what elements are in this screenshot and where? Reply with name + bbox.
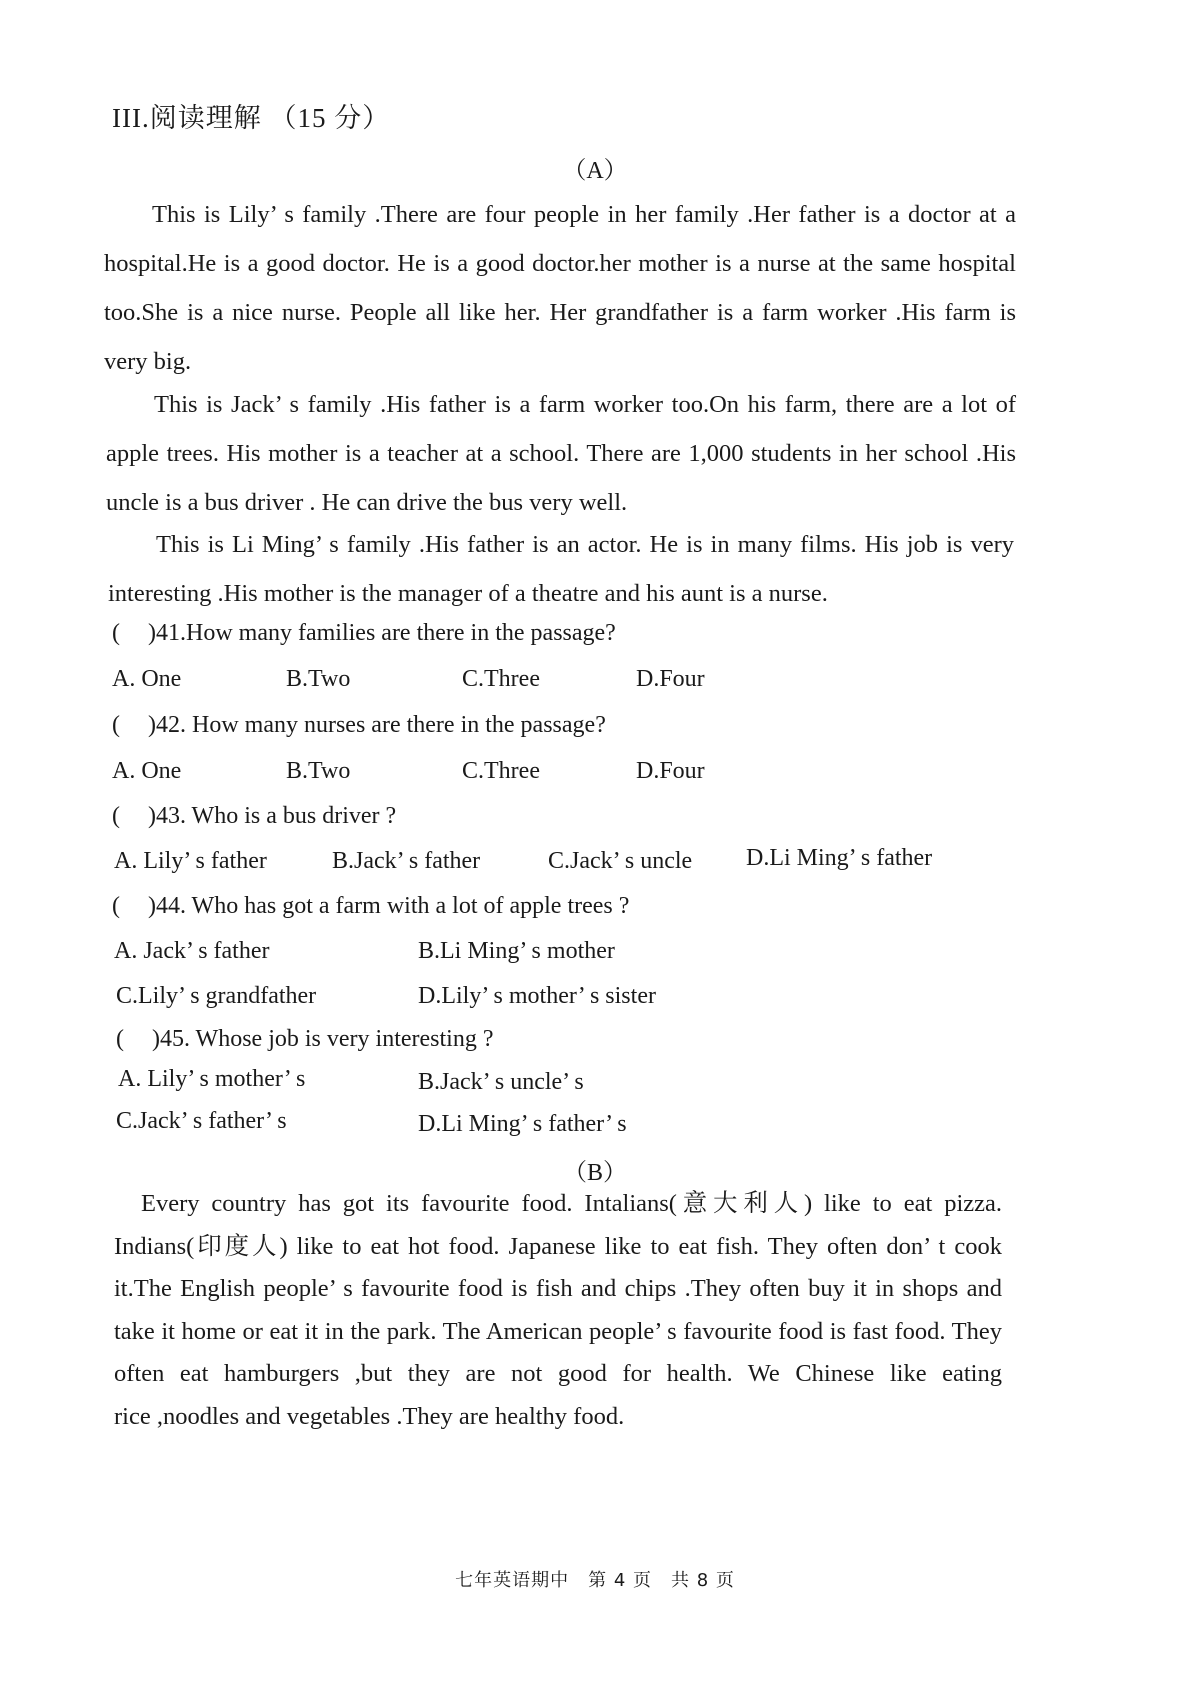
passage-a-paragraph-2 [106,380,1016,527]
passage-a-paragraph-1 [104,190,1016,386]
option-43-b: B.Jack’ s father [332,848,481,874]
section-heading: III.阅读理解 （15 分） [112,103,391,133]
option-44-d: D.Lily’ s mother’ s sister [418,983,656,1009]
option-45-b: B.Jack’ s uncle’ s [418,1069,584,1095]
text-line: interesting .His mother is the manager of a theatre and his aunt is a nurse. [108,580,828,607]
option-45-d: D.Li Ming’ s father’ s [418,1111,627,1137]
text-line: Every country has got its favourite food. Intalians(意大利人) like to eat pizza. [141,1190,1002,1217]
option-45-a: A. Lily’ s mother’ s [118,1066,306,1092]
option-44-b: B.Li Ming’ s mother [418,938,615,964]
answer-blank[interactable]: ( [112,712,120,738]
option-42-d: D.Four [636,758,705,784]
page-footer: 七年英语期中 第 4 页 共 8 页 [455,1570,735,1591]
question-stem: )45. Whose job is very interesting ? [152,1026,494,1052]
text-line: it.The English people’ s favourite food is fish and chips .They often buy it in shops and [114,1275,1002,1302]
question-42 [112,712,606,739]
question-41 [112,620,616,647]
text-line: very big. [104,348,192,375]
text-line: uncle is a bus driver . He can drive the bus very well. [106,489,628,516]
question-stem: )44. Who has got a farm with a lot of apple trees ? [148,893,630,919]
answer-blank[interactable]: ( [112,620,120,646]
text-line: hospital.He is a good doctor. He is a good doctor.her mother is a nurse at the same hospital [104,250,1016,277]
question-stem: )42. How many nurses are there in the passage? [148,712,606,738]
answer-blank[interactable]: ( [116,1026,124,1052]
option-41-b: B.Two [286,666,351,692]
option-41-d: D.Four [636,666,705,692]
question-stem: )43. Who is a bus driver ? [148,803,397,829]
option-42-a: A. One [112,758,182,784]
text-line: rice ,noodles and vegetables .They are healthy food. [114,1402,625,1430]
option-43-d: D.Li Ming’ s father [746,845,933,871]
question-44 [112,893,629,920]
part-b-label: （B） [562,1160,627,1186]
option-42-b: B.Two [286,758,351,784]
passage-b [114,1183,1002,1438]
option-43-c: C.Jack’ s uncle [548,848,693,874]
option-41-c: C.Three [462,666,540,692]
question-43 [112,803,396,830]
option-41-a: A. One [112,666,182,692]
question-stem: )41.How many families are there in the passage? [148,620,616,646]
text-line: too.She is a nice nurse. People all like her. Her grandfather is a farm worker .His farm is [104,299,1016,326]
text-line: This is Jack’ s family .His father is a farm worker too.On his farm, there are a lot of [154,391,1016,418]
answer-blank[interactable]: ( [112,893,120,919]
part-a-label: （A） [562,158,628,184]
passage-a-paragraph-3 [108,520,1014,618]
text-line: This is Lily’ s family .There are four people in her family .Her father is a doctor at a [152,201,1016,228]
answer-blank[interactable]: ( [112,803,120,829]
text-line: Indians(印度人) like to eat hot food. Japanese like to eat fish. They often don’ t cook [114,1232,1002,1260]
text-line: apple trees. His mother is a teacher at a school. There are 1,000 students in her school .His [106,440,1016,467]
text-line: take it home or eat it in the park. The American people’ s favourite food is fast food. They [114,1317,1002,1345]
text-line: often eat hamburgers ,but they are not good for health. We Chinese like eating [114,1360,1002,1387]
option-43-a: A. Lily’ s father [114,848,267,874]
option-45-c: C.Jack’ s father’ s [116,1108,287,1134]
option-44-a: A. Jack’ s father [114,938,270,964]
text-line: This is Li Ming’ s family .His father is an actor. He is in many films. His job is very [156,531,1014,558]
option-42-c: C.Three [462,758,540,784]
option-44-c: C.Lily’ s grandfather [116,983,317,1009]
question-45 [116,1026,493,1053]
